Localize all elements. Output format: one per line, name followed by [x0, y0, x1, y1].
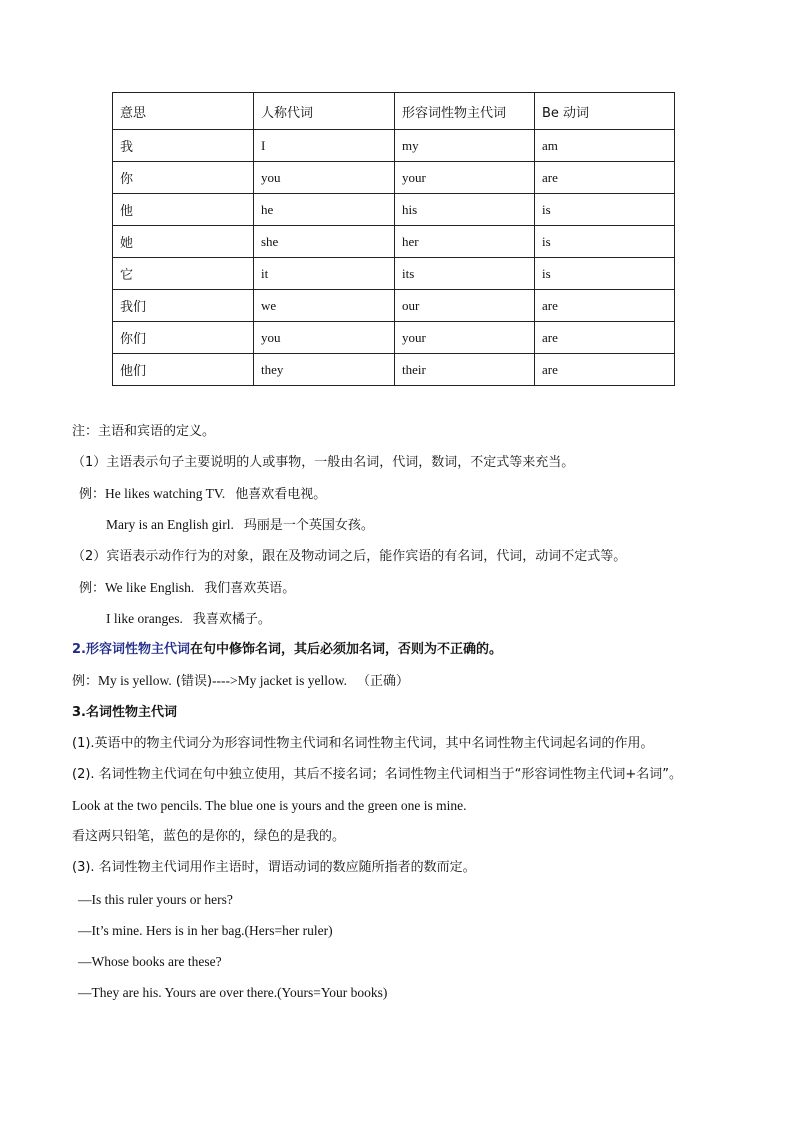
example-english: Mary is an English girl.: [106, 517, 234, 532]
dialogue-line: —Whose books are these?: [78, 954, 222, 969]
cell-pronoun: he: [254, 194, 395, 226]
cell-pronoun: it: [254, 258, 395, 290]
example-wrong: My is yellow.: [98, 673, 172, 688]
dialogue-line: —They are his. Yours are over there.(Yours=Your books): [78, 985, 388, 1000]
table-row: [113, 290, 675, 322]
cell-be-verb: is: [535, 194, 675, 226]
cell-pronoun: they: [254, 354, 395, 386]
table-row: [113, 354, 675, 386]
cell-be-verb: am: [535, 130, 675, 162]
example-chinese: 我们喜欢英语。: [204, 581, 296, 596]
cell-possessive: her: [395, 226, 535, 258]
subject-example-1: [79, 485, 326, 504]
cell-pronoun: we: [254, 290, 395, 322]
cell-meaning: 你们: [113, 322, 254, 354]
header-cell-personal-pronoun: 人称代词: [254, 93, 395, 130]
example-english: He likes watching TV.: [105, 486, 226, 501]
table-row: [113, 226, 675, 258]
dialogue-line: —It’s mine. Hers is in her bag.(Hers=her ruler): [78, 923, 333, 938]
table-header-row: [113, 93, 675, 130]
header-cell-be-verb: Be 动词: [535, 93, 675, 130]
cell-possessive: my: [395, 130, 535, 162]
cell-be-verb: is: [535, 226, 675, 258]
cell-meaning: 你: [113, 162, 254, 194]
cell-be-verb: are: [535, 322, 675, 354]
right-tag: （正确）: [357, 674, 410, 689]
example-chinese: 他喜欢看电视。: [235, 487, 327, 502]
cell-be-verb: is: [535, 258, 675, 290]
header-cell-meaning: 意思: [113, 93, 254, 130]
cell-meaning: 它: [113, 258, 254, 290]
section3-point-3: (3). 名词性物主代词用作主语时，谓语动词的数应随所指者的数而定。: [72, 860, 476, 875]
table-row: [113, 322, 675, 354]
example-label: 例：: [79, 581, 106, 596]
object-example-1: [79, 579, 295, 598]
subject-definition: （1）主语表示句子主要说明的人或事物，一般由名词，代词，数词，不定式等来充当。: [72, 455, 575, 470]
cell-meaning: 他: [113, 194, 254, 226]
section2-term: 形容词性物主代词: [85, 642, 190, 657]
cell-possessive: your: [395, 162, 535, 194]
table-row: [113, 130, 675, 162]
cell-pronoun: I: [254, 130, 395, 162]
section3-point-2: (2). 名词性物主代词在句中独立使用，其后不接名词；名词性物主代词相当于“形容词性物主代词+名词”。: [72, 767, 683, 782]
cell-possessive: your: [395, 322, 535, 354]
cell-meaning: 他们: [113, 354, 254, 386]
arrow: ---->: [212, 673, 238, 688]
example-label: 例：: [79, 487, 106, 502]
cell-pronoun: you: [254, 162, 395, 194]
section2-heading: [72, 641, 502, 659]
object-example-2: [106, 610, 271, 629]
section3-point-2-example-en: Look at the two pencils. The blue one is yours and the green one is mine.: [72, 798, 467, 813]
cell-possessive: his: [395, 194, 535, 226]
cell-meaning: 我: [113, 130, 254, 162]
wrong-tag: (错误): [175, 674, 213, 689]
example-english: We like English.: [105, 580, 195, 595]
cell-meaning: 她: [113, 226, 254, 258]
header-cell-possessive-adjective: 形容词性物主代词: [395, 93, 535, 130]
table-row: [113, 258, 675, 290]
cell-possessive: its: [395, 258, 535, 290]
example-label: 例：: [72, 674, 99, 689]
dialogue-line: —Is this ruler yours or hers?: [78, 892, 233, 907]
pronoun-table: [112, 92, 675, 386]
object-definition: （2）宾语表示动作行为的对象，跟在及物动词之后，能作宾语的有名词，代词，动词不定式等。: [72, 549, 627, 564]
section3-point-2-example-zh: 看这两只铅笔，蓝色的是你的，绿色的是我的。: [72, 829, 346, 844]
example-chinese: 玛丽是一个英国女孩。: [243, 518, 374, 533]
table-row: [113, 162, 675, 194]
section2-rule: 在句中修饰名词，其后必须加名词，否则为不正确的。: [190, 642, 503, 657]
section3-heading: 3.名词性物主代词: [72, 705, 177, 720]
table-row: [113, 194, 675, 226]
section3-point-1: (1).英语中的物主代词分为形容词性物主代词和名词性物主代词，其中名词性物主代词起名词的作用。: [72, 736, 654, 751]
cell-pronoun: you: [254, 322, 395, 354]
cell-meaning: 我们: [113, 290, 254, 322]
example-chinese: 我喜欢橘子。: [192, 612, 271, 627]
cell-be-verb: are: [535, 290, 675, 322]
example-english: I like oranges.: [106, 611, 183, 626]
cell-possessive: our: [395, 290, 535, 322]
notes-title: 注：主语和宾语的定义。: [72, 424, 216, 439]
section2-number: 2.: [72, 642, 86, 657]
cell-be-verb: are: [535, 162, 675, 194]
cell-pronoun: she: [254, 226, 395, 258]
cell-possessive: their: [395, 354, 535, 386]
subject-example-2: [106, 516, 374, 535]
example-right: My jacket is yellow.: [237, 673, 348, 688]
section2-example: [72, 672, 409, 691]
cell-be-verb: are: [535, 354, 675, 386]
